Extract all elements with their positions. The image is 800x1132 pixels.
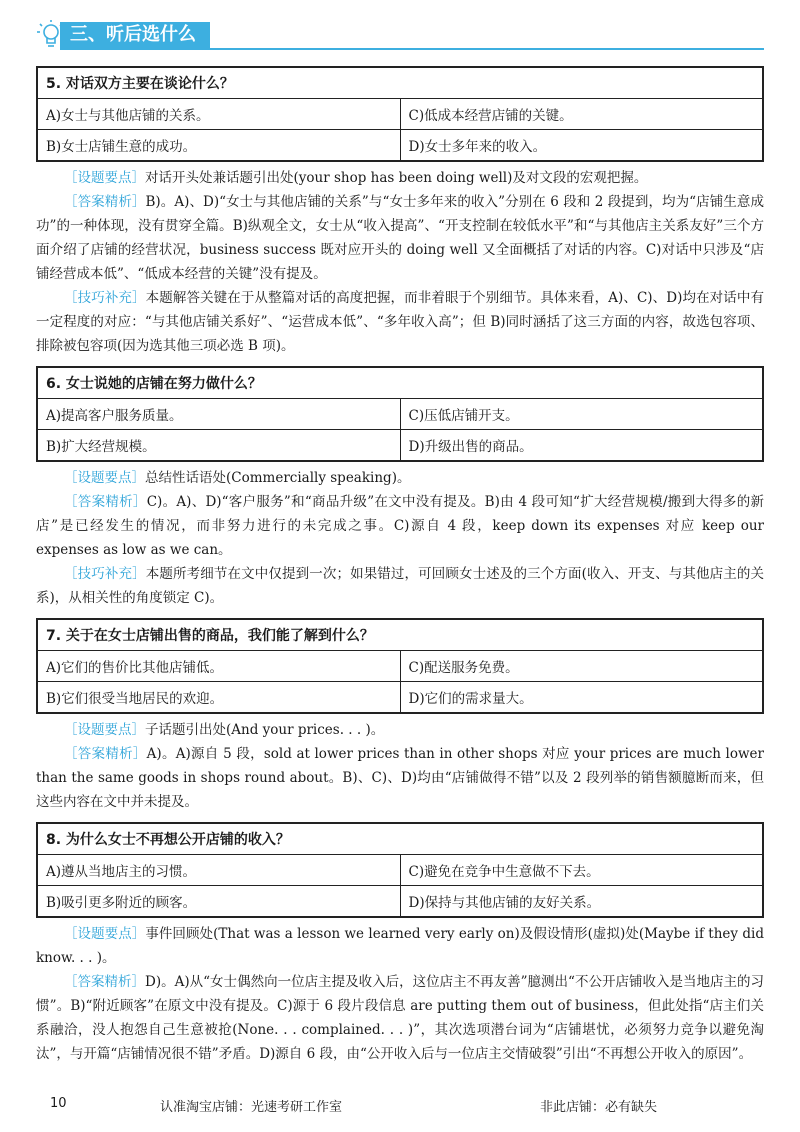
option-a: A)女士与其他店铺的关系。 (37, 99, 400, 130)
question-text: 8. 为什么女士不再想公开店铺的收入？ (37, 823, 763, 855)
tips-tag: ［技巧补充］ (64, 290, 146, 306)
points-paragraph (36, 466, 764, 490)
points-text: 子话题引出处(And your prices. . . )。 (145, 722, 385, 738)
points-text: 事件回顾处(That was a lesson we learned very early on)及假设情形(虚拟)处(Maybe if they did know. . . )。 (36, 926, 764, 966)
answer-tag: ［答案精析］ (64, 974, 146, 990)
option-a: A)它们的售价比其他店铺低。 (37, 651, 400, 682)
option-c: C)低成本经营店铺的关键。 (400, 99, 763, 130)
option-b: B)吸引更多附近的顾客。 (37, 886, 400, 918)
answer-paragraph (36, 190, 764, 286)
question-table (36, 66, 764, 162)
question-table (36, 618, 764, 714)
answer-tag: ［答案精析］ (64, 746, 147, 762)
points-text: 总结性话语处(Commercially speaking)。 (145, 470, 411, 486)
tips-paragraph (36, 286, 764, 358)
question-table (36, 366, 764, 462)
page-footer (0, 1096, 800, 1120)
option-b: B)扩大经营规模。 (37, 430, 400, 462)
section-title: 三、听后选什么 (60, 22, 210, 48)
option-d: D)女士多年来的收入。 (400, 130, 763, 162)
points-text: 对话开头处兼话题引出处(your shop has been doing well)及对文段的宏观把握。 (145, 170, 648, 186)
option-a: A)提高客户服务质量。 (37, 399, 400, 430)
tips-text: 本题解答关键在于从整篇对话的高度把握，而非着眼于个别细节。具体来看，A)、C)、D)均在对话中有一定程度的对应：“与其他店铺关系好”、“运营成本低”、“多年收入高”；但 B)同时涵括了这三方面的内容，故选包容项、排除被包容项(因为选其他三项必选 B 项)。 (36, 290, 765, 354)
tips-tag: ［技巧补充］ (64, 566, 146, 582)
section-header (34, 18, 764, 50)
tips-paragraph (36, 562, 764, 610)
content (36, 66, 764, 1066)
points-tag: ［设题要点］ (64, 170, 145, 186)
question-text: 5. 对话双方主要在谈论什么？ (37, 67, 763, 99)
points-tag: ［设题要点］ (64, 722, 145, 738)
page-number: 10 (50, 1096, 67, 1111)
points-tag: ［设题要点］ (64, 926, 146, 942)
option-a: A)遵从当地店主的习惯。 (37, 855, 400, 886)
question-text: 6. 女士说她的店铺在努力做什么？ (37, 367, 763, 399)
points-paragraph (36, 718, 764, 742)
points-tag: ［设题要点］ (64, 470, 145, 486)
option-c: C)避免在竞争中生意做不下去。 (400, 855, 763, 886)
points-paragraph (36, 922, 764, 970)
option-c: C)压低店铺开支。 (400, 399, 763, 430)
question-text: 7. 关于在女士店铺出售的商品，我们能了解到什么？ (37, 619, 763, 651)
header-rule (60, 48, 764, 50)
tips-text: 本题所考细节在文中仅提到一次；如果错过，可回顾女士述及的三个方面(收入、开支、与其他店主的关系)，从相关性的角度锁定 C)。 (36, 566, 765, 606)
answer-paragraph (36, 970, 764, 1066)
option-d: D)它们的需求量大。 (400, 682, 763, 714)
option-d: D)升级出售的商品。 (400, 430, 763, 462)
answer-paragraph (36, 742, 764, 814)
question-table (36, 822, 764, 918)
points-paragraph (36, 166, 764, 190)
answer-text: D)。A)从“女士偶然向一位店主提及收入后，这位店主不再友善”臆测出“不公开店铺收入是当地店主的习惯”。B)“附近顾客”在原文中没有提及。C)源于 6 段片段信息 are putting them out of business，但此处指“店主们关系融洽，没人抱怨自己生意被抢(None. . . complained. . . )”，其次选项潜台词为“店铺堪忧，必须努力竞争以避免淘汰”，与开篇“店铺情况很不错”矛盾。D)源自 6 段，由“公开收入后与一位店主交情破裂”引出“不再想公开收入的原因”。 (36, 974, 765, 1062)
answer-tag: ［答案精析］ (64, 194, 146, 210)
answer-text: A)。A)源自 5 段，sold at lower prices than in other shops 对应 your prices are much lower than the same goods in shops round about。B)、C)、D)均由“店铺做得不错”以及 2 段列举的销售额臆断而来，但这些内容在文中并未提及。 (36, 746, 764, 810)
warning-notice: 非此店铺：必有缺失 (540, 1100, 658, 1115)
option-d: D)保持与其他店铺的友好关系。 (400, 886, 763, 918)
shop-notice: 认准淘宝店铺：光速考研工作室 (160, 1100, 343, 1115)
answer-text: B)。A)、D)“女士与其他店铺的关系”与“女士多年来的收入”分别在 6 段和 2 段提到，均为“店铺生意成功”的一种体现，没有贯穿全篇。B)纵观全文，女士从“收入提高”、“开支控制在较低水平”和“与其他店主关系友好”三个方面介绍了店铺的经营状况，business success 既对应开头的 doing well 又全面概括了对话的内容。C)对话中只涉及“店铺经营成本低”、“低成本经营的关键”没有提及。 (36, 194, 764, 282)
option-b: B)女士店铺生意的成功。 (37, 130, 400, 162)
answer-text: C)。A)、D)“客户服务”和“商品升级”在文中没有提及。B)由 4 段可知“扩大经营规模/搬到大得多的新店”是已经发生的情况，而非努力进行的未完成之事。C)源自 4 段，keep down its expenses 对应 keep our expenses as low as we can。 (36, 494, 764, 558)
answer-paragraph (36, 490, 764, 562)
option-b: B)它们很受当地居民的欢迎。 (37, 682, 400, 714)
option-c: C)配送服务免费。 (400, 651, 763, 682)
answer-tag: ［答案精析］ (64, 494, 147, 510)
